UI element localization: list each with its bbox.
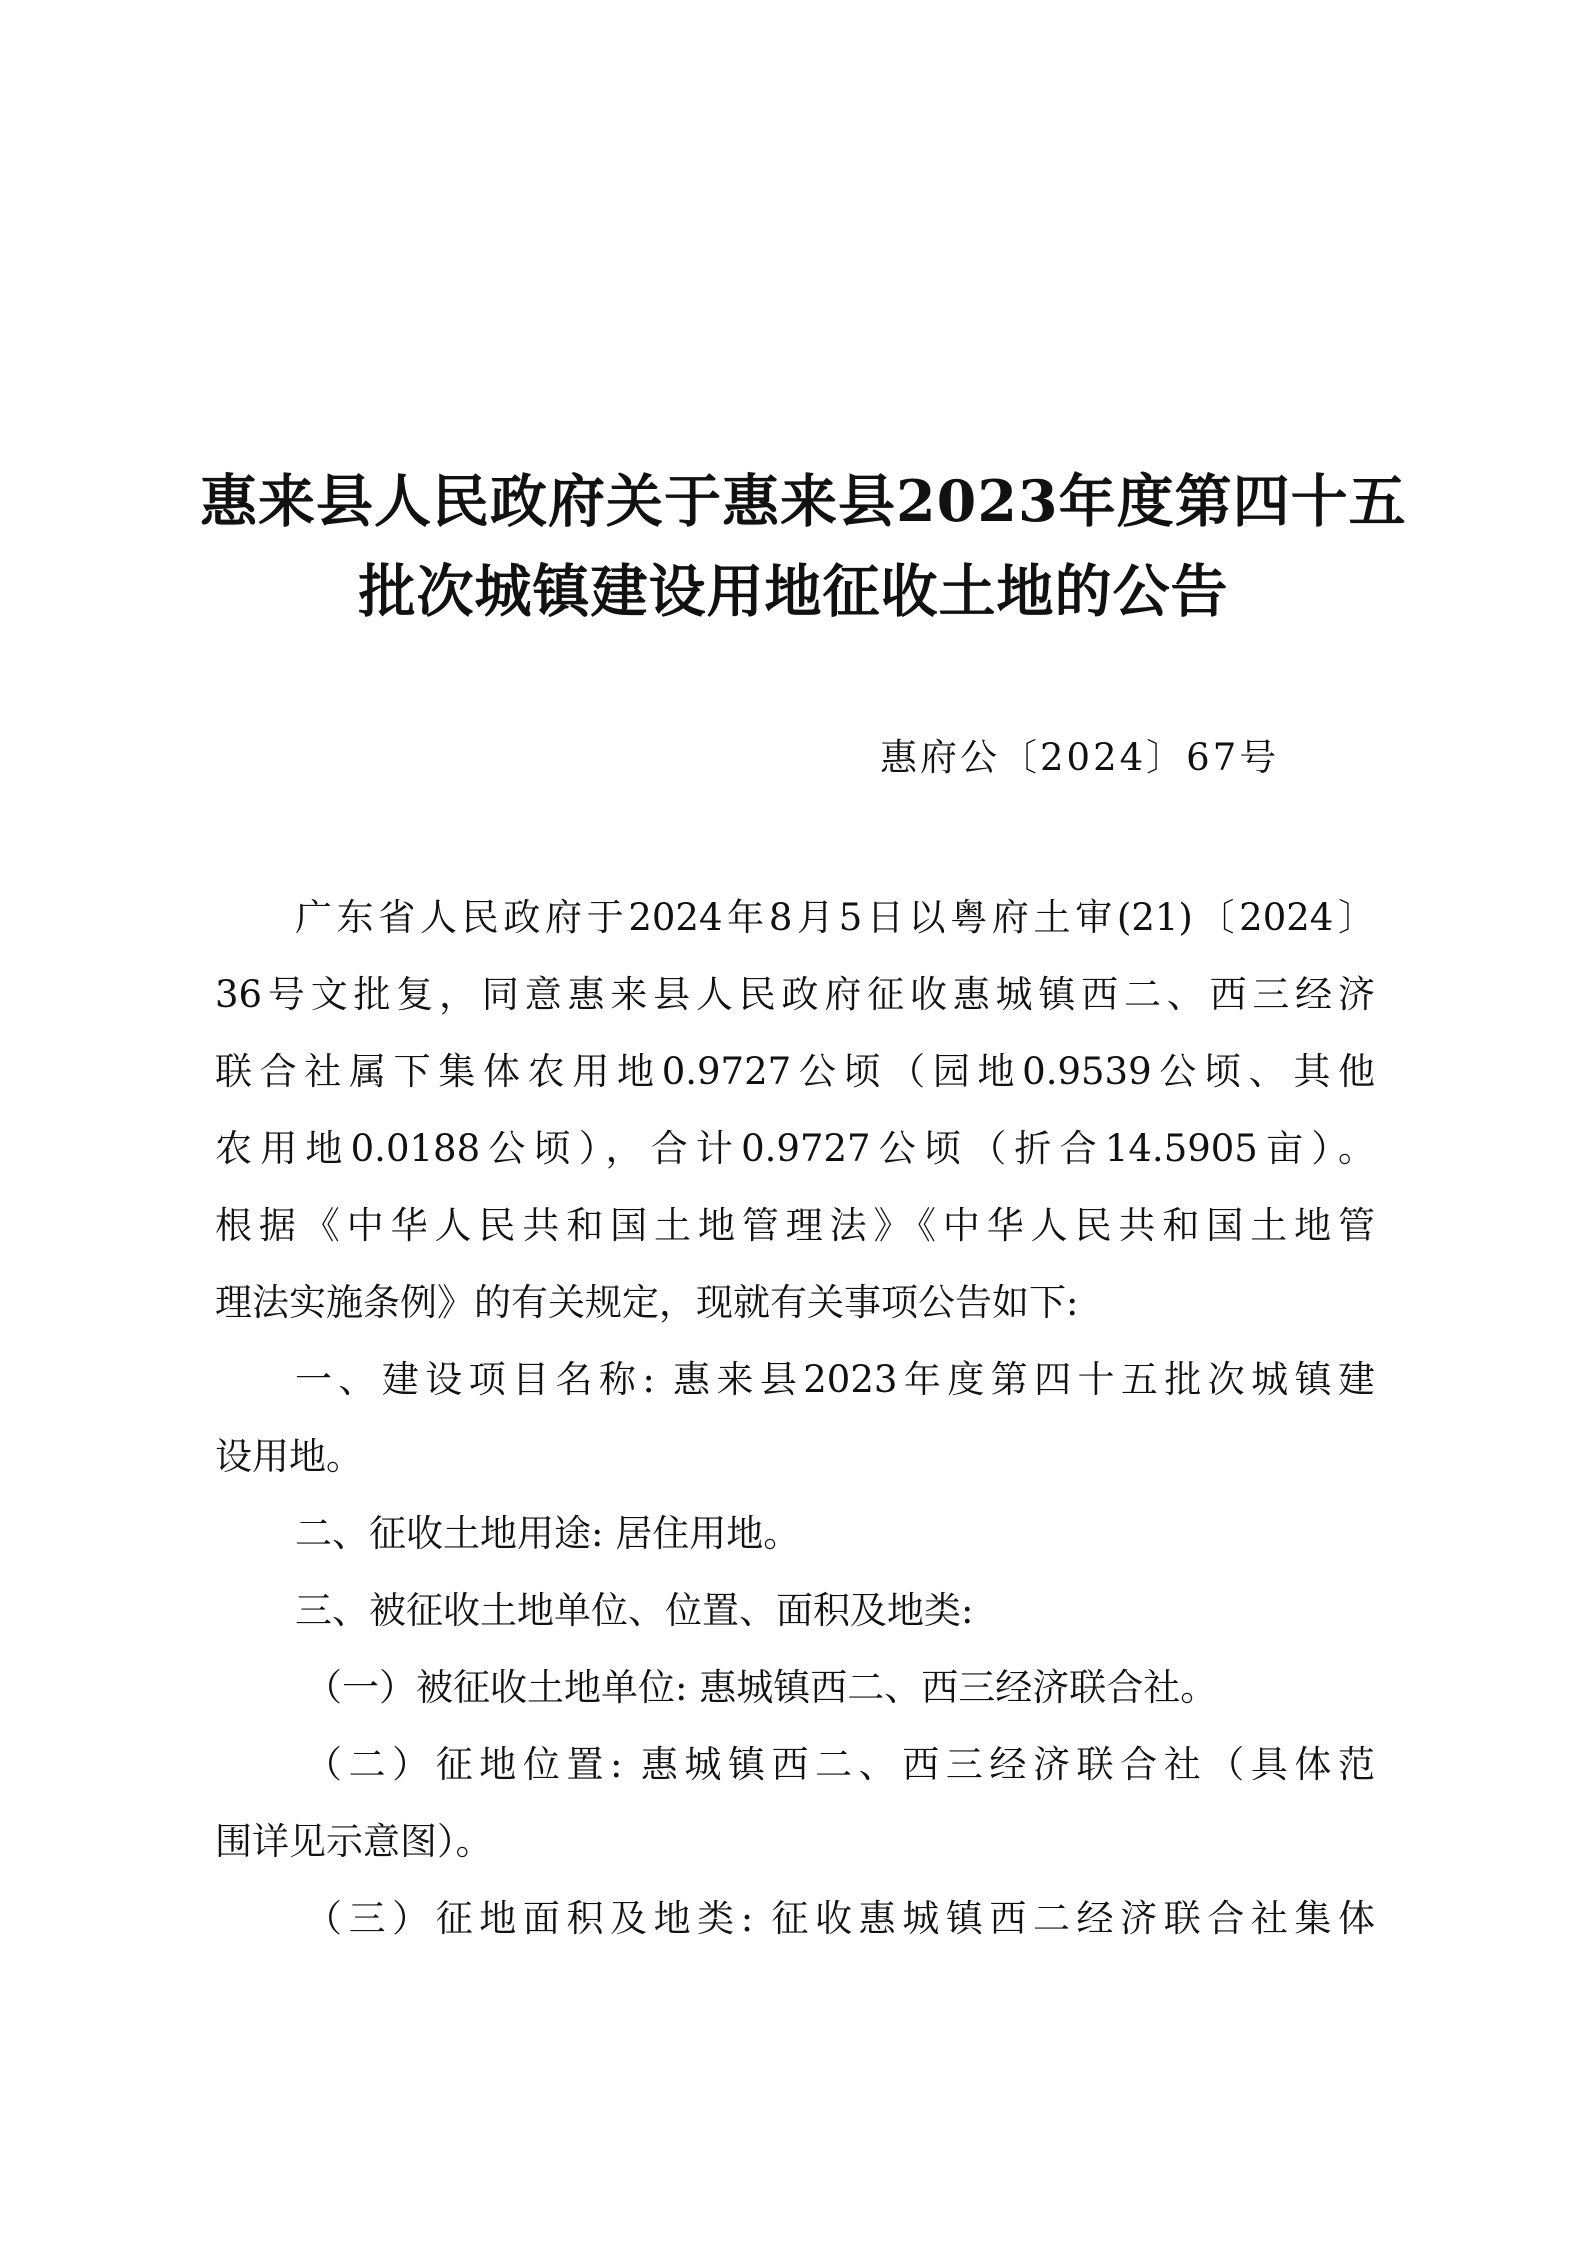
document-title-line-2: 批次城镇建设用地征收土地的公告 xyxy=(358,558,1229,625)
body-line-6: 理法实施条例》的有关规定，现就有关事项公告如下: xyxy=(215,1281,1079,1324)
body-line-1: 广东省人民政府于2024年8月5日以粤府土审(21)〔2024〕 xyxy=(295,896,1375,939)
body-line-4: 农用地0.0188公顷），合计0.9727公顷（折合14.5905亩）。 xyxy=(215,1127,1375,1170)
document-number: 惠府公〔2024〕67号 xyxy=(880,736,1280,779)
body-line-13: 围详见示意图）。 xyxy=(215,1820,493,1863)
body-line-5: 根据《中华人民共和国土地管理法》《中华人民共和国土地管 xyxy=(215,1204,1375,1247)
body-line-8: 设用地。 xyxy=(215,1435,363,1478)
body-line-10: 三、被征收土地单位、位置、面积及地类: xyxy=(295,1589,974,1632)
body-line-3: 联合社属下集体农用地0.9727公顷（园地0.9539公顷、其他 xyxy=(215,1050,1375,1093)
body-line-14: （三）征地面积及地类: 征收惠城镇西二经济联合社集体 xyxy=(305,1897,1375,1940)
body-line-12: （二）征地位置: 惠城镇西二、西三经济联合社（具体范 xyxy=(305,1743,1375,1786)
body-line-9: 二、征收土地用途: 居住用地。 xyxy=(295,1512,801,1555)
body-line-11: （一）被征收土地单位: 惠城镇西二、西三经济联合社。 xyxy=(305,1666,1218,1709)
body-line-2: 36号文批复，同意惠来县人民政府征收惠城镇西二、西三经济 xyxy=(215,973,1375,1016)
body-line-7: 一、建设项目名称: 惠来县2023年度第四十五批次城镇建 xyxy=(295,1358,1375,1401)
document-title-line-1: 惠来县人民政府关于惠来县2023年度第四十五 xyxy=(200,468,1407,535)
